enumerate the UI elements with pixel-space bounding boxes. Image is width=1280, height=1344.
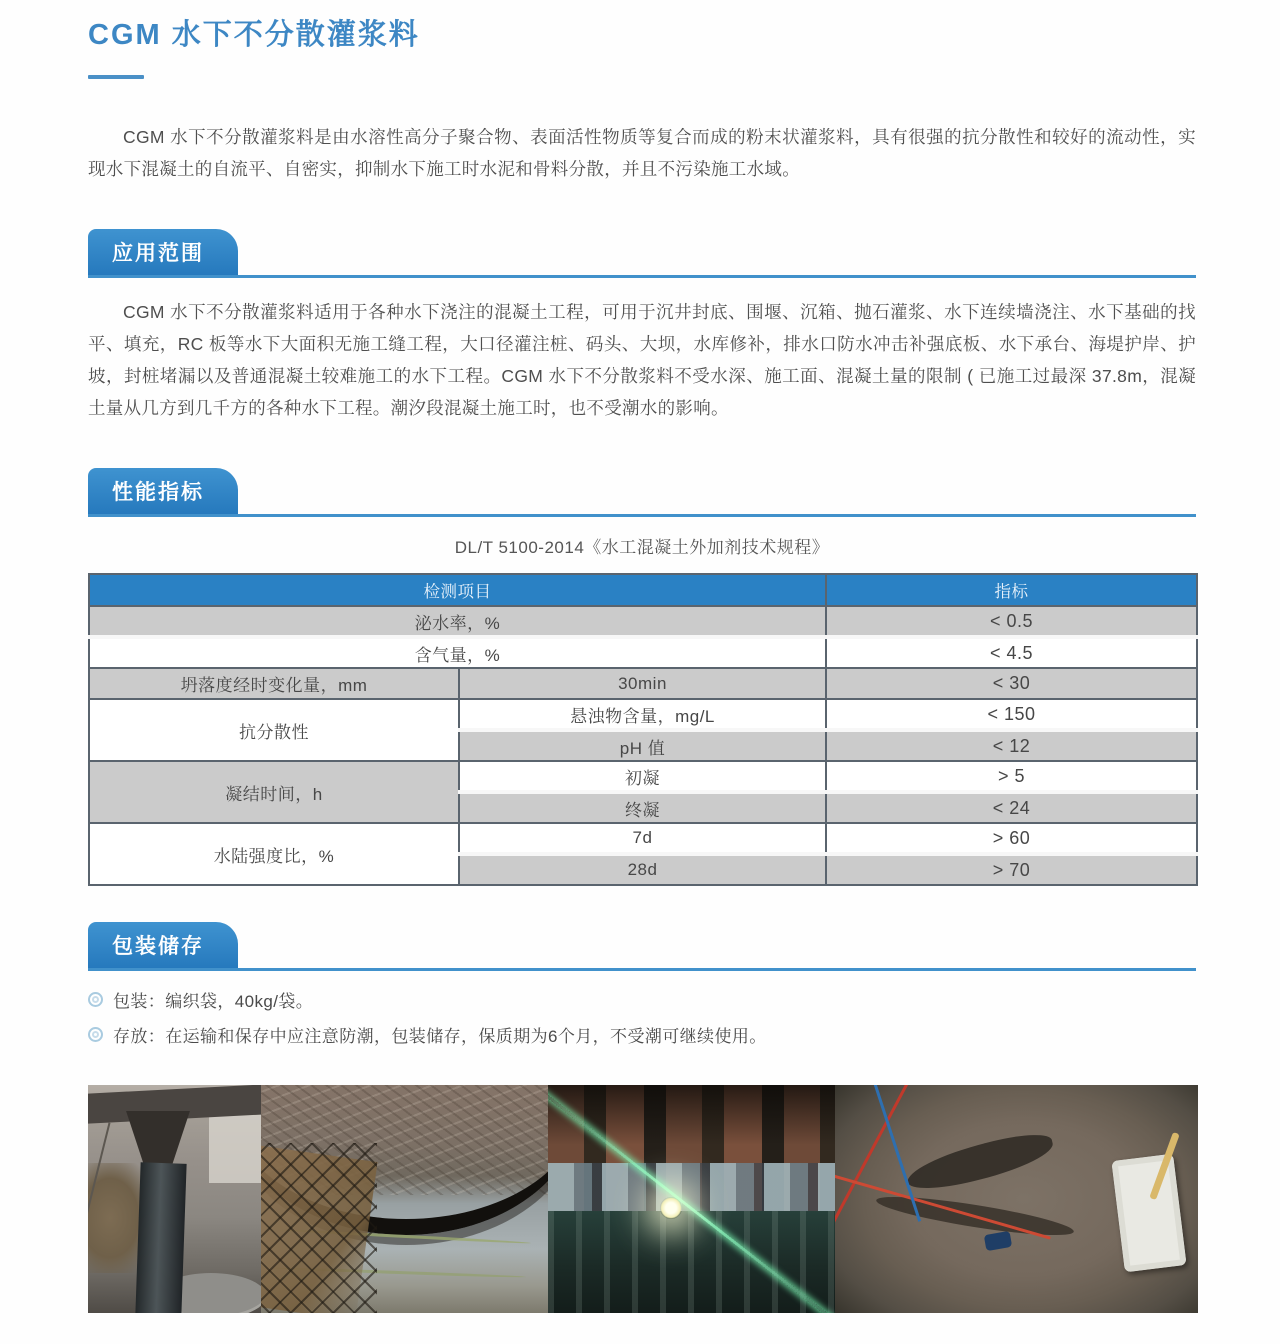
cell-sub-item: 28d — [459, 854, 826, 885]
cell-value: < 24 — [826, 792, 1197, 823]
cell-value: > 70 — [826, 854, 1197, 885]
bullet-text: 存放：在运输和保存中应注意防潮，包装储存，保质期为6个月，不受潮可继续使用。 — [113, 1027, 767, 1046]
cell-value: < 4.5 — [826, 637, 1197, 668]
page-title: CGM 水下不分散灌浆料 — [88, 19, 420, 51]
section-badge-application: 应用范围 — [88, 229, 238, 275]
table-header-row — [89, 574, 1197, 606]
cell-value: > 60 — [826, 823, 1197, 854]
bullet-text: 包装：编织袋，40kg/袋。 — [113, 992, 314, 1011]
packaging-bullets — [88, 987, 1196, 1047]
cell-sub-item: 悬浊物含量，mg/L — [459, 699, 826, 730]
section-head-performance — [88, 468, 1196, 517]
list-item — [88, 1022, 1196, 1047]
performance-table — [88, 573, 1198, 886]
cell-value: > 5 — [826, 761, 1197, 792]
table-row — [89, 637, 1197, 668]
ring-bullet-icon — [88, 1027, 103, 1042]
project-photo-strip — [88, 1085, 1198, 1313]
photo-detail — [548, 1085, 835, 1145]
photo-detail — [209, 1113, 261, 1183]
cell-item-group: 抗分散性 — [89, 699, 459, 761]
ring-bullet-icon — [88, 992, 103, 1007]
cell-sub-item: 30min — [459, 668, 826, 699]
section-head-packaging — [88, 922, 1196, 971]
photo-detail — [660, 1197, 682, 1219]
section-badge-performance: 性能指标 — [88, 468, 238, 514]
photo-detail — [1111, 1154, 1186, 1273]
cell-sub-item: 初凝 — [459, 761, 826, 792]
cell-item-group: 凝结时间，h — [89, 761, 459, 823]
cell-value: < 0.5 — [826, 606, 1197, 637]
photo-detail — [903, 1127, 1057, 1196]
photo-detail — [135, 1162, 186, 1313]
caisson-overhead-photo — [835, 1085, 1198, 1313]
table-row — [89, 668, 1197, 699]
cell-item: 坍落度经时变化量，mm — [89, 668, 459, 699]
cell-sub-item: pH 值 — [459, 730, 826, 761]
photo-detail — [548, 1211, 835, 1313]
cell-item: 泌水率，% — [89, 606, 826, 637]
underwater-pile-funnel-photo — [88, 1085, 261, 1313]
cell-value: < 150 — [826, 699, 1197, 730]
table-row — [89, 606, 1197, 637]
cell-item-group: 水陆强度比，% — [89, 823, 459, 885]
night-piers-laser-photo — [548, 1085, 835, 1313]
cell-value: < 12 — [826, 730, 1197, 761]
cell-sub-item: 7d — [459, 823, 826, 854]
cell-value: < 30 — [826, 668, 1197, 699]
table-row — [89, 699, 1197, 730]
section-head-application — [88, 229, 1196, 278]
list-item — [88, 987, 1196, 1012]
photo-detail — [984, 1231, 1012, 1251]
standard-reference: DL/T 5100-2014《水工混凝土外加剂技术规程》 — [454, 538, 830, 557]
photo-detail — [261, 1143, 377, 1313]
section-badge-packaging: 包装储存 — [88, 922, 238, 968]
title-underline-dash — [88, 75, 144, 79]
cell-sub-item: 终凝 — [459, 792, 826, 823]
col-header-indicator: 指标 — [826, 574, 1197, 606]
application-paragraph: CGM 水下不分散灌浆料适用于各种水下浇注的混凝土工程，可用于沉井封底、围堰、沉箱、抛石灌浆、水下连续墙浇注、水下基础的找平、填充，RC 板等水下大面积无施工缝工程，大口径灌注桩、码头、大坝，水库修补，排水口防水冲击补强底板、水下承台、海堤护岸、护坡，封桩堵漏以及普通混凝土较难施工的水下工程。CGM 水下不分散浆料不受水深、施工面、混凝土量的限制 ( 已施工过最深 37.8m，混凝土量从几方到几千方的各种水下工程。潮汐段混凝土施工时，也不受潮水的影响。 — [88, 302, 1196, 418]
table-row — [89, 761, 1197, 792]
intro-paragraph: CGM 水下不分散灌浆料是由水溶性高分子聚合物、表面活性物质等复合而成的粉末状灌浆料，具有很强的抗分散性和较好的流动性，实现水下混凝土的自流平、自密实，抑制水下施工时水泥和骨料分散，并且不污染施工水域。 — [88, 127, 1196, 179]
pile-jacket-closeup-photo — [261, 1085, 548, 1313]
cell-item: 含气量，% — [89, 637, 826, 668]
col-header-item: 检测项目 — [89, 574, 826, 606]
table-row — [89, 823, 1197, 854]
